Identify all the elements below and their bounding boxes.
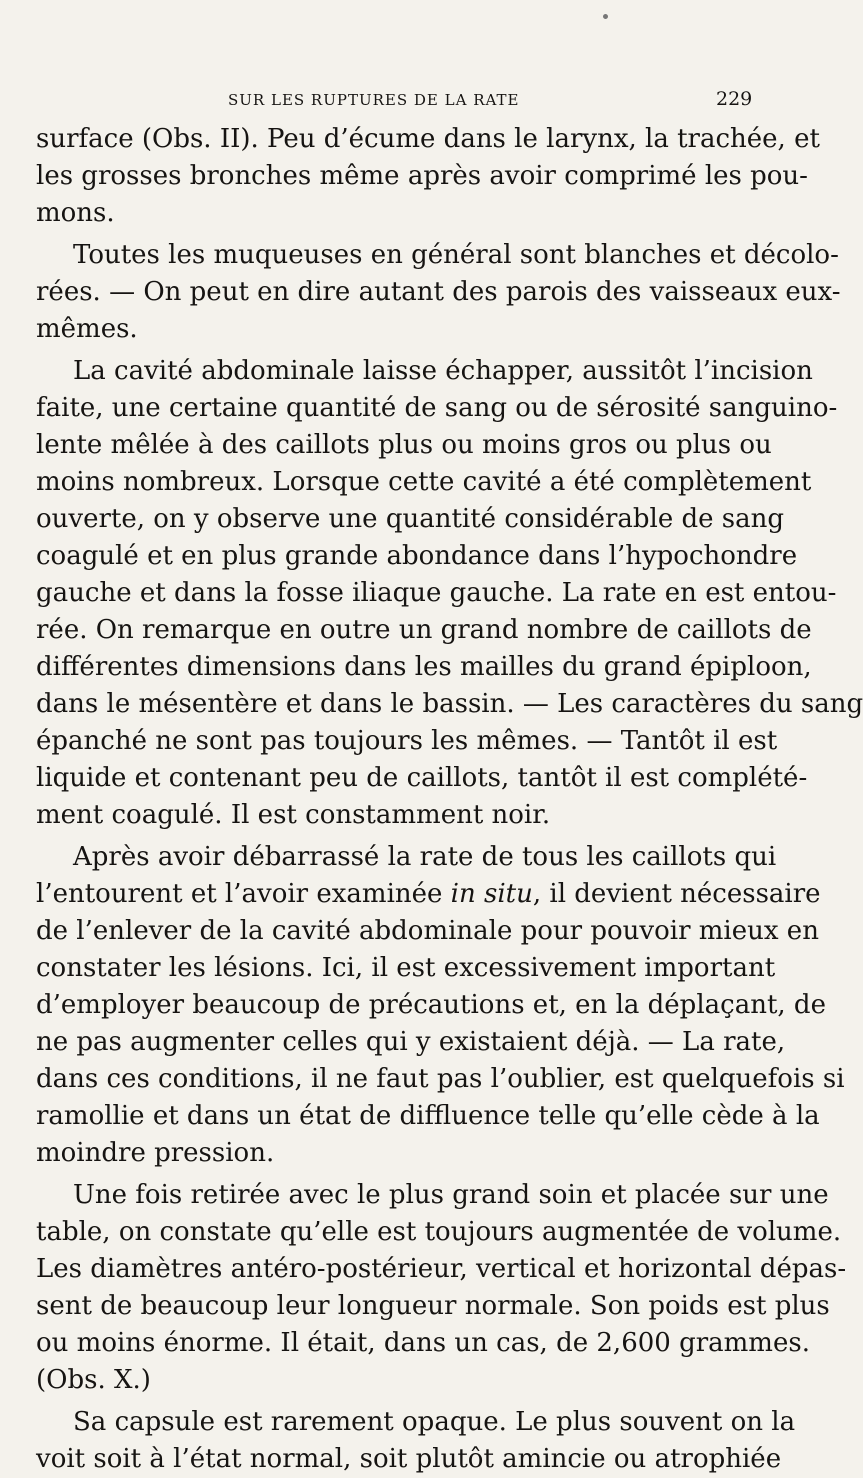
text-line: rée. On remarque en outre un grand nombre de caillots de — [36, 615, 812, 645]
text-line: rées. — On peut en dire autant des parois des vaisseaux eux- — [36, 277, 841, 307]
paragraph — [36, 1404, 796, 1478]
text-line: La cavité abdominale laisse échapper, aussitôt l’incision — [73, 356, 813, 386]
running-title: SUR LES RUPTURES DE LA RATE — [228, 91, 520, 109]
ink-speck — [602, 13, 609, 20]
text-line: Une fois retirée avec le plus grand soin et placée sur une — [73, 1180, 829, 1210]
text-line: faite, une certaine quantité de sang ou de sérosité sanguino- — [36, 393, 838, 423]
paragraph — [36, 121, 820, 232]
text-line: mons. — [36, 198, 115, 228]
text-line: voit soit à l’état normal, soit plutôt amincie ou atrophiée — [36, 1444, 782, 1474]
text-line: surface (Obs. II). Peu d’écume dans le larynx, la trachée, et — [36, 124, 820, 154]
text-line: Sa capsule est rarement opaque. Le plus souvent on la — [73, 1407, 796, 1437]
paragraph — [36, 237, 841, 348]
paragraph — [36, 839, 845, 1172]
text-line: de l’enlever de la cavité abdominale pour pouvoir mieux en — [36, 916, 819, 946]
text-line: d’employer beaucoup de précautions et, en la déplaçant, de — [36, 990, 826, 1020]
text-line: ouverte, on y observe une quantité considérable de sang — [36, 504, 785, 534]
text-line: épanché ne sont pas toujours les mêmes. — Tantôt il est — [36, 726, 778, 756]
text-line: Toutes les muqueuses en général sont blanches et décolo- — [73, 240, 839, 270]
text-line: lente mêlée à des caillots plus ou moins gros ou plus ou — [36, 430, 772, 460]
text-line: Les diamètres antéro-postérieur, vertical et horizontal dépas- — [36, 1254, 847, 1284]
text-line: (Obs. X.) — [36, 1365, 151, 1395]
text-line: sent de beaucoup leur longueur normale. Son poids est plus — [36, 1291, 830, 1321]
text-line: ment coagulé. Il est constamment noir. — [36, 800, 551, 830]
text-line: ou moins énorme. Il était, dans un cas, de 2,600 grammes. — [36, 1328, 810, 1358]
text-line: moindre pression. — [36, 1138, 275, 1168]
text-line: ne pas augmenter celles qui y existaient déjà. — La rate, — [36, 1027, 786, 1057]
paragraph — [36, 353, 863, 834]
text-body — [36, 121, 863, 1478]
text-line: dans le mésentère et dans le bassin. — Les caractères du sang — [36, 689, 863, 719]
text-line: Après avoir débarrassé la rate de tous les caillots qui — [73, 842, 777, 872]
text-line: ramollie et dans un état de diffluence telle qu’elle cède à la — [36, 1101, 820, 1131]
page-number: 229 — [716, 88, 753, 110]
text-line: moins nombreux. Lorsque cette cavité a été complètement — [36, 467, 812, 497]
text-line: table, on constate qu’elle est toujours augmentée de volume. — [36, 1217, 842, 1247]
paragraph — [36, 1177, 847, 1399]
text-line: mêmes. — [36, 314, 138, 344]
text-line: les grosses bronches même après avoir comprimé les pou- — [36, 161, 808, 191]
text-line: liquide et contenant peu de caillots, tantôt il est complété- — [36, 763, 808, 793]
text-line: gauche et dans la fosse iliaque gauche. La rate en est entou- — [36, 578, 837, 608]
text-line: différentes dimensions dans les mailles du grand épiploon, — [36, 652, 812, 682]
text-line: l’entourent et l’avoir examinée in situ, il devient nécessaire — [36, 879, 821, 909]
text-line: coagulé et en plus grande abondance dans l’hypochondre — [36, 541, 798, 571]
text-line: dans ces conditions, il ne faut pas l’oublier, est quelquefois si — [36, 1064, 845, 1094]
page-header — [0, 88, 800, 114]
text-line: constater les lésions. Ici, il est excessivement important — [36, 953, 776, 983]
